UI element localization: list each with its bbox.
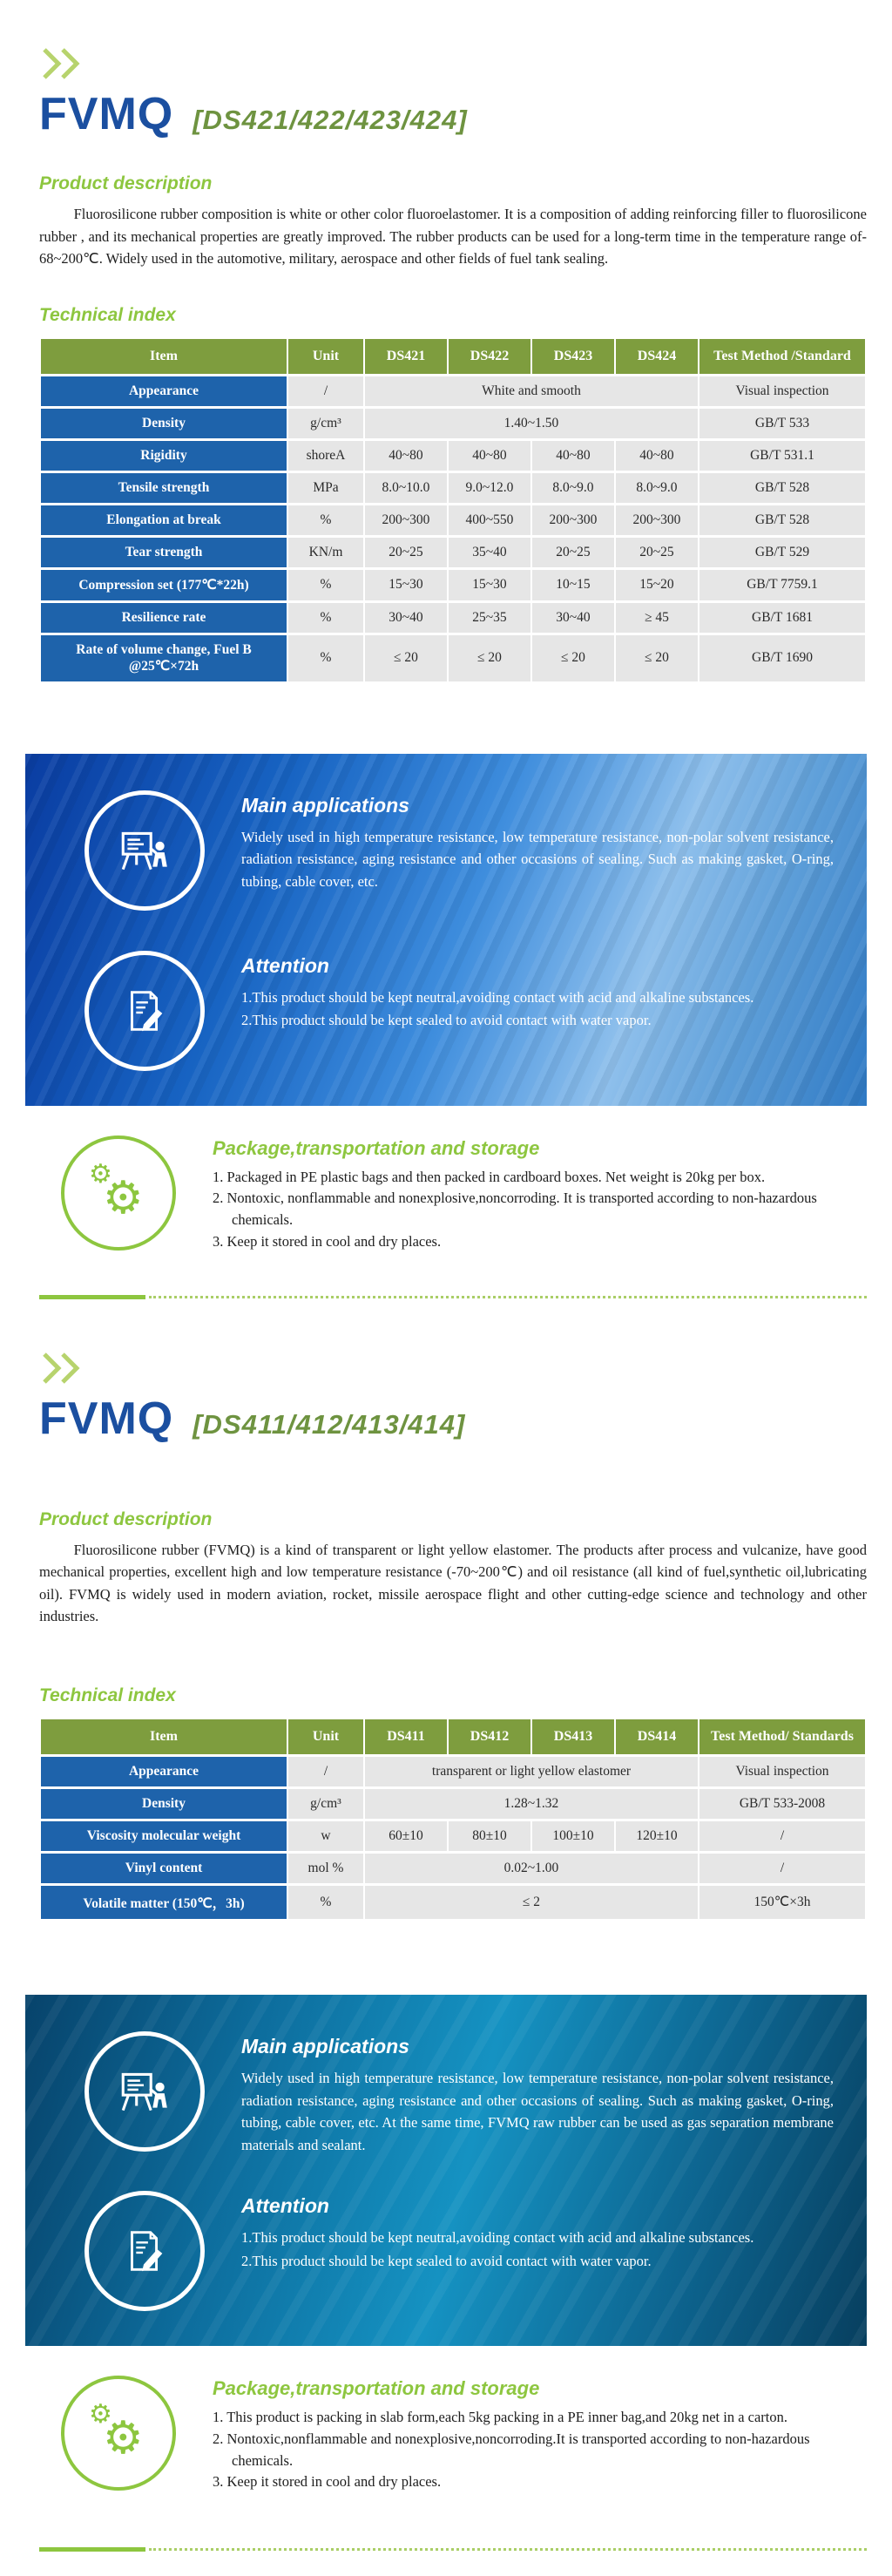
- product-title: FVMQ: [39, 1393, 174, 1444]
- row-method: GB/T 531.1: [699, 441, 865, 471]
- row-item: Rigidity: [41, 441, 287, 471]
- divider-solid-bar: [39, 1295, 145, 1299]
- row-value: 25~35: [449, 603, 530, 633]
- gears-icon: [61, 2376, 176, 2491]
- table-header-row: [41, 339, 865, 374]
- row-value-span: 1.28~1.32: [365, 1789, 698, 1819]
- row-unit: %: [288, 603, 363, 633]
- row-unit: /: [288, 376, 363, 406]
- divider-dotted-line: [149, 2548, 867, 2551]
- row-value: 100±10: [532, 1821, 614, 1851]
- package-title: Package,transportation and storage: [213, 2377, 540, 2400]
- row-item: Resilience rate: [41, 603, 287, 633]
- row-value-span: 1.40~1.50: [365, 409, 698, 438]
- gear-glyph: ⚙: [89, 2399, 112, 2430]
- row-value: ≤ 20: [532, 635, 614, 681]
- col-header: Item: [41, 1719, 287, 1754]
- row-value: 40~80: [532, 441, 614, 471]
- row-item: Tear strength: [41, 538, 287, 567]
- package-block: [61, 1135, 854, 1253]
- row-value: 120±10: [616, 1821, 698, 1851]
- col-header: Unit: [288, 1719, 363, 1754]
- attention-item: 2.This product should be kept sealed to avoid contact with water vapor.: [241, 2252, 652, 2269]
- row-unit: KN/m: [288, 538, 363, 567]
- row-value: ≤ 20: [449, 635, 530, 681]
- section-heading-technical-index: Technical index: [39, 1685, 176, 1705]
- section-divider: [39, 1295, 867, 1299]
- row-value: 30~40: [532, 603, 614, 633]
- package-title: Package,transportation and storage: [213, 1136, 540, 1159]
- attention-title: Attention: [241, 2194, 329, 2218]
- row-value: 80±10: [449, 1821, 530, 1851]
- gears-icon: [61, 1135, 176, 1251]
- attention-title: Attention: [241, 953, 329, 977]
- row-value-span: White and smooth: [365, 376, 698, 406]
- package-item: 2. Nontoxic, nonflammable and nonexplosive,noncorroding. It is transported according to non-hazardous chemicals.: [213, 1190, 817, 1229]
- row-unit: g/cm³: [288, 409, 363, 438]
- section-heading-product-description: Product description: [39, 1508, 213, 1529]
- technical-index-table: [39, 336, 867, 684]
- row-value: 60±10: [365, 1821, 447, 1851]
- table-header-row: [41, 1719, 865, 1754]
- applications-banner: [25, 1995, 867, 2346]
- applications-banner: [25, 754, 867, 1106]
- col-header: DS411: [365, 1719, 447, 1754]
- package-item: 1. This product is packing in slab form,each 5kg packing in a PE inner bag,and 20kg net in a carton.: [213, 2409, 787, 2426]
- row-value-span: ≤ 2: [365, 1886, 698, 1919]
- row-unit: %: [288, 1886, 363, 1919]
- section-divider: [39, 2547, 867, 2552]
- main-applications-text: Widely used in high temperature resistance, low temperature resistance, non-polar solvent resistance, radiation resistance, aging resistance and other occasions of sealing. Such as making gasket, O-ring, tubing, cable cover, etc.: [241, 828, 834, 890]
- package-item: 2. Nontoxic,nonflammable and nonexplosive,noncorroding.It is transported according to non-hazardous chemicals.: [213, 2430, 810, 2469]
- row-unit: %: [288, 505, 363, 535]
- row-method: GB/T 533: [699, 409, 865, 438]
- table-row: [41, 635, 865, 681]
- row-value: 200~300: [616, 505, 698, 535]
- section2-header: [0, 1350, 892, 1444]
- attention-item: 1.This product should be kept neutral,avoiding contact with acid and alkaline substances.: [241, 2229, 754, 2247]
- row-value: ≤ 20: [365, 635, 447, 681]
- package-item: 3. Keep it stored in cool and dry places.: [213, 1232, 442, 1250]
- gear-glyph: ⚙: [89, 1158, 112, 1190]
- row-value: 20~25: [532, 538, 614, 567]
- row-unit: /: [288, 1757, 363, 1786]
- row-value: 15~20: [616, 570, 698, 600]
- document-pencil-icon: [84, 2191, 205, 2311]
- row-item: Vinyl content: [41, 1854, 287, 1883]
- row-value: ≥ 45: [616, 603, 698, 633]
- row-value: 30~40: [365, 603, 447, 633]
- row-value: 40~80: [616, 441, 698, 471]
- table-row: [41, 409, 865, 438]
- attention-block: [60, 951, 834, 1071]
- table-row: [41, 1886, 865, 1919]
- row-unit: MPa: [288, 473, 363, 503]
- main-applications-text: Widely used in high temperature resistance, low temperature resistance, non-polar solvent resistance, radiation resistance, aging resistance and other occasions of sealing. Such as making gasket, O-ring, tubing, cable cover, etc. At the same time, FVMQ raw rubber can be used as gas separation membrane materials and sealant.: [241, 2069, 834, 2153]
- table-row: [41, 1821, 865, 1851]
- section1-header: [0, 45, 892, 137]
- main-applications-title: Main applications: [241, 793, 409, 817]
- table-row: [41, 538, 865, 567]
- row-value: 40~80: [365, 441, 447, 471]
- row-value: 20~25: [616, 538, 698, 567]
- col-header: DS422: [449, 339, 530, 374]
- presentation-board-icon: [84, 790, 205, 911]
- row-value: 15~30: [365, 570, 447, 600]
- row-value: 10~15: [532, 570, 614, 600]
- package-block: [61, 2376, 854, 2493]
- presentation-board-icon: [84, 2031, 205, 2152]
- product-description-text: Fluorosilicone rubber composition is white or other color fluoroelastomer. It is a composition of adding reinforcing filler to fluorosilicone rubber , and its mechanical properties are greatly improved. The rubber products can be used for a long-term time in the temperature range of-68~200℃. Widely used in the automotive, military, aerospace and other fields of fuel tank sealing.: [39, 206, 867, 268]
- row-unit: g/cm³: [288, 1789, 363, 1819]
- section-heading-technical-index: Technical index: [39, 304, 176, 325]
- technical-index-table: [39, 1717, 867, 1922]
- col-header: DS424: [616, 339, 698, 374]
- row-unit: mol %: [288, 1854, 363, 1883]
- table-row: [41, 603, 865, 633]
- col-header: Unit: [288, 339, 363, 374]
- divider-solid-bar: [39, 2547, 145, 2552]
- col-header: DS414: [616, 1719, 698, 1754]
- table-row: [41, 376, 865, 406]
- main-applications-block: [60, 2031, 834, 2156]
- gear-glyph: ⚙: [103, 2412, 144, 2465]
- row-method: GB/T 528: [699, 473, 865, 503]
- attention-item: 1.This product should be kept neutral,avoiding contact with acid and alkaline substances.: [241, 988, 754, 1006]
- row-method: GB/T 528: [699, 505, 865, 535]
- row-value: 200~300: [365, 505, 447, 535]
- double-chevron-right-icon: [39, 45, 892, 86]
- row-value: 35~40: [449, 538, 530, 567]
- row-unit: shoreA: [288, 441, 363, 471]
- row-value: 8.0~10.0: [365, 473, 447, 503]
- row-value-span: 0.02~1.00: [365, 1854, 698, 1883]
- row-item: Appearance: [41, 376, 287, 406]
- row-value: 8.0~9.0: [616, 473, 698, 503]
- row-item: Volatile matter (150℃，3h): [41, 1886, 287, 1919]
- main-applications-title: Main applications: [241, 2034, 409, 2057]
- row-method: GB/T 7759.1: [699, 570, 865, 600]
- row-item: Density: [41, 1789, 287, 1819]
- row-item: Tensile strength: [41, 473, 287, 503]
- row-item: Elongation at break: [41, 505, 287, 535]
- row-value: 400~550: [449, 505, 530, 535]
- row-method: GB/T 533-2008: [699, 1789, 865, 1819]
- row-value: 40~80: [449, 441, 530, 471]
- table-row: [41, 505, 865, 535]
- row-item: Rate of volume change, Fuel B @25℃×72h: [41, 635, 287, 681]
- row-unit: %: [288, 570, 363, 600]
- row-value: 200~300: [532, 505, 614, 535]
- row-unit: %: [288, 635, 363, 681]
- main-applications-block: [60, 790, 834, 911]
- product-title: FVMQ: [39, 89, 174, 139]
- table-row: [41, 1854, 865, 1883]
- document-pencil-icon: [84, 951, 205, 1071]
- section-heading-product-description: Product description: [39, 173, 213, 193]
- double-chevron-right-icon: [39, 1350, 892, 1391]
- gear-glyph: ⚙: [103, 1171, 144, 1224]
- col-header: Test Method/ Standards: [699, 1719, 865, 1754]
- col-header: Test Method /Standard: [699, 339, 865, 374]
- col-header: DS421: [365, 339, 447, 374]
- row-value: 8.0~9.0: [532, 473, 614, 503]
- row-value: 20~25: [365, 538, 447, 567]
- row-method: 150℃×3h: [699, 1886, 865, 1919]
- row-value-span: transparent or light yellow elastomer: [365, 1757, 698, 1786]
- package-item: 1. Packaged in PE plastic bags and then packed in cardboard boxes. Net weight is 20kg per box.: [213, 1168, 766, 1185]
- row-method: /: [699, 1854, 865, 1883]
- product-models: [DS421/422/423/424]: [193, 105, 468, 135]
- table-row: [41, 1789, 865, 1819]
- row-item: Appearance: [41, 1757, 287, 1786]
- col-header: DS412: [449, 1719, 530, 1754]
- row-method: Visual inspection: [699, 376, 865, 406]
- row-value: ≤ 20: [616, 635, 698, 681]
- table-row: [41, 570, 865, 600]
- row-method: /: [699, 1821, 865, 1851]
- divider-dotted-line: [149, 1296, 867, 1298]
- row-unit: w: [288, 1821, 363, 1851]
- package-item: 3. Keep it stored in cool and dry places.: [213, 2473, 442, 2491]
- table-row: [41, 1757, 865, 1786]
- row-item: Viscosity molecular weight: [41, 1821, 287, 1851]
- attention-item: 2.This product should be kept sealed to avoid contact with water vapor.: [241, 1012, 652, 1029]
- row-method: Visual inspection: [699, 1757, 865, 1786]
- col-header: Item: [41, 339, 287, 374]
- row-method: GB/T 529: [699, 538, 865, 567]
- table-row: [41, 441, 865, 471]
- row-item: Compression set (177℃*22h): [41, 570, 287, 600]
- product-models: [DS411/412/413/414]: [193, 1408, 466, 1440]
- col-header: DS413: [532, 1719, 614, 1754]
- row-value: 15~30: [449, 570, 530, 600]
- attention-block: [60, 2191, 834, 2311]
- row-item: Density: [41, 409, 287, 438]
- table-row: [41, 473, 865, 503]
- col-header: DS423: [532, 339, 614, 374]
- row-value: 9.0~12.0: [449, 473, 530, 503]
- product-description-text: Fluorosilicone rubber (FVMQ) is a kind of transparent or light yellow elastomer. The products after process and vulcanize, have good mechanical properties, excellent high and low temperature resistance (-70~200℃) and oil resistance (all kind of fuel,synthetic oil,lubricating oil). FVMQ is widely used in modern aviation, rocket, missile aerospace flight and other cutting-edge science and technology and other industries.: [39, 1541, 867, 1625]
- row-method: GB/T 1681: [699, 603, 865, 633]
- row-method: GB/T 1690: [699, 635, 865, 681]
